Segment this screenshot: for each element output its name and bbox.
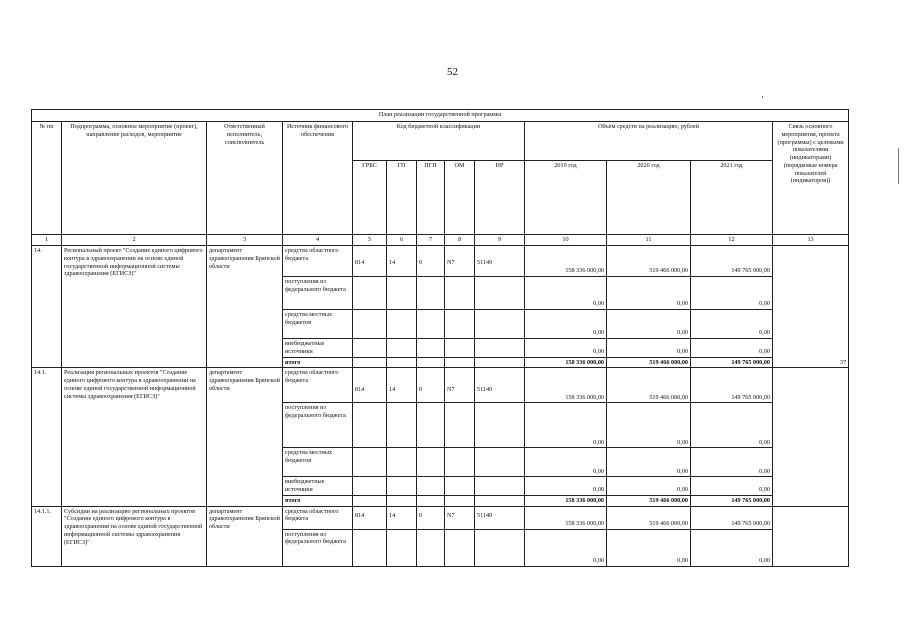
amount-y2019: 0,00 [525,403,607,448]
budget-code-grbs: 814 [353,506,387,529]
budget-code-pgp [417,277,445,310]
budget-code-grbs [353,477,387,496]
amount-y2021: 0,00 [691,310,773,339]
column-number: 1 [32,235,62,246]
budget-code-pgp: 0 [417,368,445,403]
column-number: 10 [525,235,607,246]
header-om: ОМ [445,161,475,235]
row-number: 14. [32,246,62,368]
budget-code-pgp [417,357,445,368]
budget-code-nr [475,448,525,477]
amount-y2020: 519 466 000,00 [607,246,691,277]
budget-code-om [445,357,475,368]
budget-code-pgp [417,448,445,477]
funding-source: средства местных бюджетов [283,448,353,477]
header-2019: 2019 год [525,161,607,235]
amount-y2019: 158 336 000,00 [525,495,607,506]
amount-y2019: 158 336 000,00 [525,506,607,529]
budget-code-nr [475,403,525,448]
budget-code-nr [475,310,525,339]
amount-y2021: 149 765 000,00 [691,357,773,368]
budget-code-om [445,403,475,448]
amount-y2021: 0,00 [691,277,773,310]
amount-y2021: 0,00 [691,529,773,566]
budget-code-gp [387,477,417,496]
funding-source: средства областного бюджета [283,506,353,529]
budget-code-nr: 51140 [475,246,525,277]
amount-y2019: 158 336 000,00 [525,368,607,403]
amount-y2019: 0,00 [525,277,607,310]
amount-y2019: 0,00 [525,529,607,566]
amount-y2021: 0,00 [691,477,773,496]
header-budget-code: Код бюджетной классификации [353,122,525,161]
budget-code-grbs [353,277,387,310]
funding-source: итого [283,495,353,506]
budget-code-om [445,529,475,566]
budget-code-nr [475,339,525,358]
funding-source: поступления из федерального бюджета [283,529,353,566]
header-source: Источник финансового обеспечения [283,122,353,235]
amount-y2021: 149 765 000,00 [691,368,773,403]
budget-code-grbs: 814 [353,246,387,277]
budget-code-grbs [353,448,387,477]
row-number: 14.1.1. [32,506,62,566]
budget-code-grbs [353,495,387,506]
header-responsible: Ответственный исполнитель, соисполнитель [207,122,283,235]
column-number: 6 [387,235,417,246]
budget-code-om: N7 [445,246,475,277]
budget-code-nr [475,277,525,310]
budget-code-nr [475,477,525,496]
header-subprogram: Подпрограмма, основное мероприятие (проект), направление расходов, мероприятие [62,122,207,235]
indicator-link-cell [773,368,849,506]
budget-code-pgp [417,529,445,566]
budget-code-grbs [353,310,387,339]
header-gp: ГП [387,161,417,235]
amount-y2020: 519 466 000,00 [607,368,691,403]
amount-y2020: 519 466 000,00 [607,506,691,529]
responsible-executor: департамент здравоохранения Брянской области [207,506,283,566]
budget-code-grbs [353,357,387,368]
funding-source: поступления из федерального бюджета [283,403,353,448]
budget-code-gp: 14 [387,506,417,529]
amount-y2020: 0,00 [607,277,691,310]
amount-y2019: 0,00 [525,448,607,477]
amount-y2021: 0,00 [691,448,773,477]
header-grbs: ГРБС [353,161,387,235]
indicator-link-cell [773,506,849,566]
amount-y2021: 149 765 000,00 [691,495,773,506]
table-title-row [32,110,849,122]
column-number: 4 [283,235,353,246]
budget-code-pgp: 0 [417,246,445,277]
budget-code-gp [387,357,417,368]
budget-code-pgp [417,477,445,496]
budget-code-gp: 14 [387,368,417,403]
budget-code-gp [387,339,417,358]
budget-code-om [445,495,475,506]
header-num: № пп [32,122,62,235]
amount-y2019: 0,00 [525,339,607,358]
budget-code-gp: 14 [387,246,417,277]
amount-y2021: 0,00 [691,339,773,358]
header-nr: НР [475,161,525,235]
budget-code-grbs [353,339,387,358]
budget-code-gp [387,495,417,506]
budget-code-pgp: 0 [417,506,445,529]
budget-code-gp [387,529,417,566]
page-number: 52 [447,66,458,78]
budget-code-om [445,448,475,477]
column-number: 9 [475,235,525,246]
budget-code-om: N7 [445,506,475,529]
budget-code-gp [387,277,417,310]
column-number: 3 [207,235,283,246]
budget-code-grbs [353,529,387,566]
amount-y2020: 519 466 000,00 [607,495,691,506]
budget-code-om [445,277,475,310]
budget-code-nr: 51140 [475,506,525,529]
column-number: 11 [607,235,691,246]
scan-mark [898,148,899,184]
column-number: 7 [417,235,445,246]
budget-code-nr [475,529,525,566]
amount-y2021: 149 765 000,00 [691,246,773,277]
amount-y2020: 0,00 [607,448,691,477]
activity-name: Субсидии на реализацию региональных проектов "Создание единого цифрового контура в здравоохранении на основе единой государственной информационной системы здравоохранения (ЕГИСЗ)" [62,506,207,566]
funding-source: внебюджетные источники [283,339,353,358]
amount-y2020: 0,00 [607,403,691,448]
indicator-link-cell [773,246,849,368]
budget-code-pgp [417,403,445,448]
amount-y2020: 0,00 [607,339,691,358]
amount-y2020: 0,00 [607,529,691,566]
budget-code-om [445,339,475,358]
amount-y2021: 0,00 [691,403,773,448]
budget-code-om [445,477,475,496]
funding-source: средства областного бюджета [283,368,353,403]
budget-code-pgp [417,310,445,339]
column-number: 12 [691,235,773,246]
responsible-executor: департамент здравоохранения Брянской области [207,368,283,506]
funding-source: средства областного бюджета [283,246,353,277]
amount-y2020: 0,00 [607,477,691,496]
plan-table [31,109,849,567]
responsible-executor: департамент здравоохранения Брянской области [207,246,283,368]
budget-code-nr: 51140 [475,368,525,403]
table-row [32,368,849,403]
budget-code-pgp [417,495,445,506]
amount-y2020: 0,00 [607,310,691,339]
budget-code-gp [387,403,417,448]
indicator-number: 37 [839,358,847,366]
budget-code-grbs: 814 [353,368,387,403]
budget-code-nr [475,495,525,506]
table-title: План реализации государственной программы [32,110,849,122]
header-pgp: ПГП [417,161,445,235]
activity-name: Реализация региональных проектов "Создание единого цифрового контура в здравоохранении на основе единой государственной информационной системы здравоохранения (ЕГИСЗ)" [62,368,207,506]
amount-y2019: 0,00 [525,477,607,496]
budget-code-om: N7 [445,368,475,403]
header-2021: 2021 год [691,161,773,235]
header-row [32,122,849,161]
header-volume: Объём средств на реализацию, рублей [525,122,773,161]
column-number: 13 [773,235,849,246]
column-number: 2 [62,235,207,246]
amount-y2019: 158 336 000,00 [525,357,607,368]
budget-code-gp [387,310,417,339]
budget-code-gp [387,448,417,477]
column-number: 5 [353,235,387,246]
table-body [32,110,849,567]
funding-source: внебюджетные источники [283,477,353,496]
amount-y2019: 0,00 [525,310,607,339]
budget-code-om [445,310,475,339]
funding-source: средства местных бюджетов [283,310,353,339]
budget-code-pgp [417,339,445,358]
amount-y2019: 158 336 000,00 [525,246,607,277]
table-row [32,246,849,277]
header-link: Связь основного мероприятия, проекта (программы) с целевыми показателями (индикаторами) (порядковые номера показателей (индикаторов)) [773,122,849,235]
row-number: 14.1. [32,368,62,506]
activity-name: Региональный проект "Создание единого цифрового контура в здравоохранении на основе единой государственной информационной системы здравоохранения (ЕГИСЗ)" [62,246,207,368]
amount-y2020: 519 466 000,00 [607,357,691,368]
column-number-row [32,235,849,246]
scan-mark [762,96,763,98]
funding-source: поступления из федерального бюджета [283,277,353,310]
budget-code-grbs [353,403,387,448]
funding-source: итого [283,357,353,368]
column-number: 8 [445,235,475,246]
amount-y2021: 149 765 000,00 [691,506,773,529]
table-row [32,506,849,529]
header-2020: 2020 год [607,161,691,235]
budget-code-nr [475,357,525,368]
